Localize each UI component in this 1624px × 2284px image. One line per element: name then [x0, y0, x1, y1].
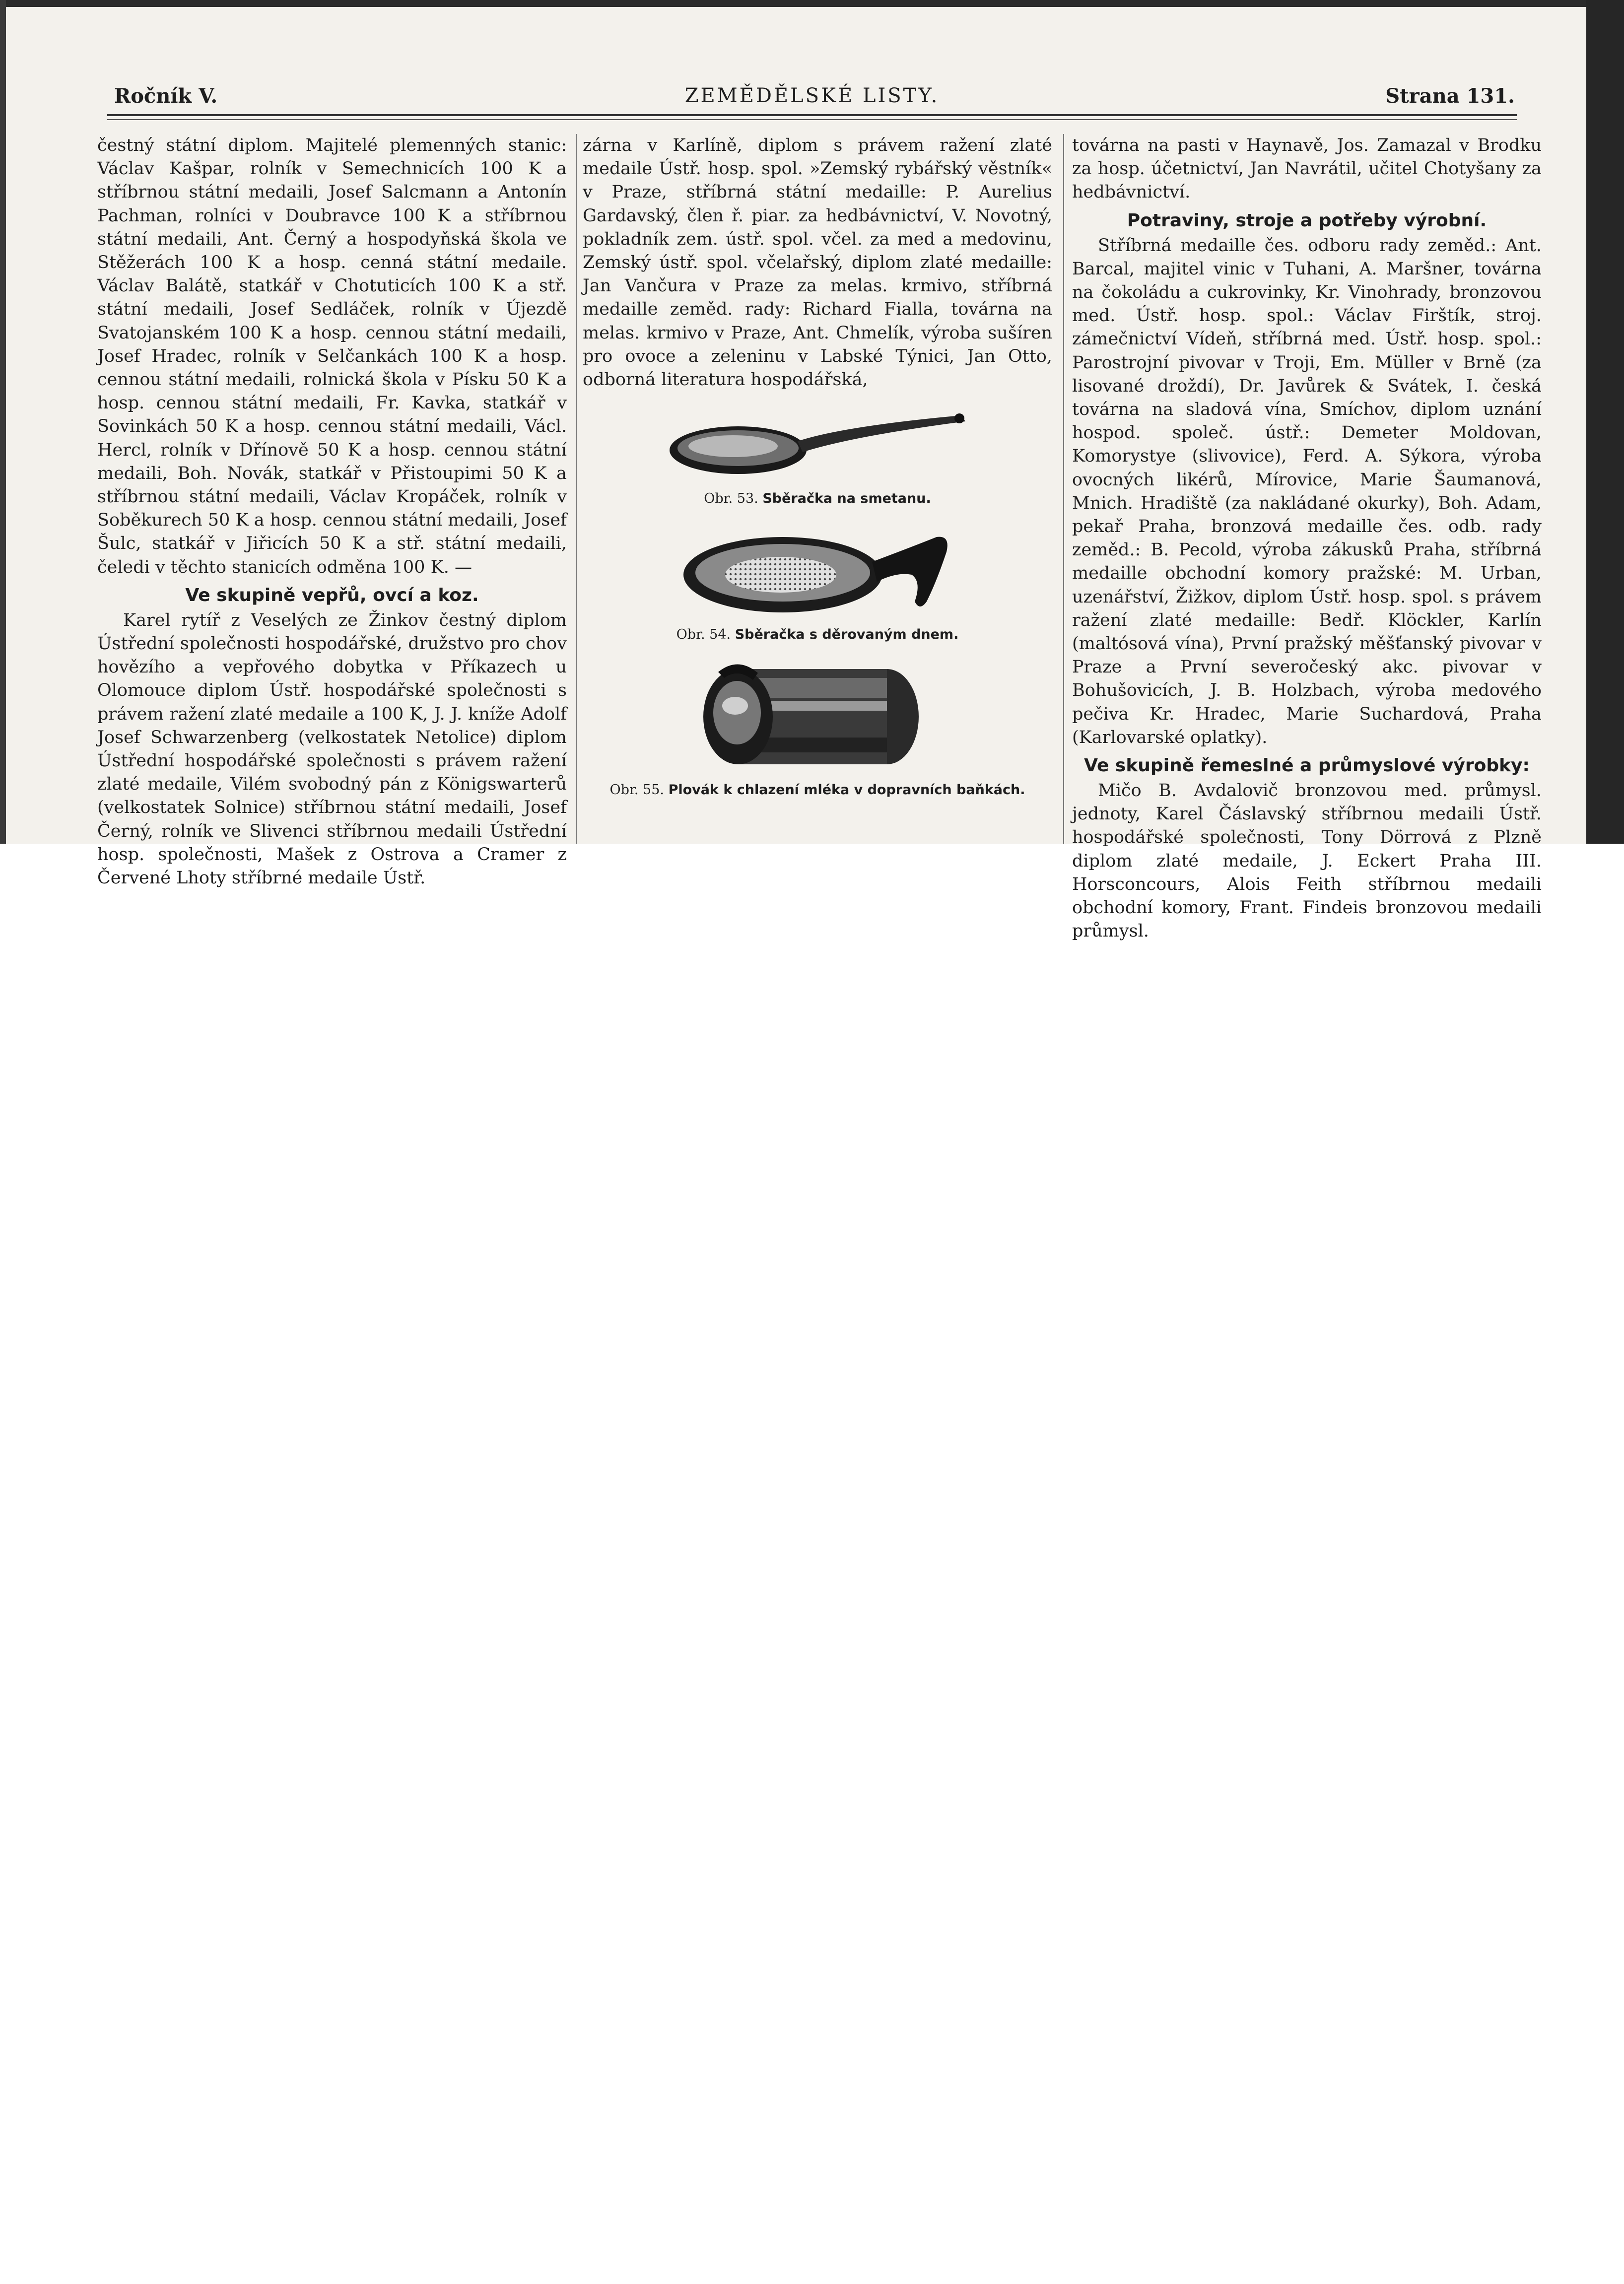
- figure-caption: [583, 782, 1052, 799]
- paragraph: Stříbrná medaille čes. odboru rady zeměd.: Ant. Barcal, majitel vinic v Tuhani, A. Maršner, továrna na čokoládu a cukrovinky, Kr. Vinohrady, bronzovou med. Ústř. hosp. spol.: Václav Firštík, stroj. zámečnictví Vídeň, stříbrná med. Ústř. hosp. spol.: Parostrojní pivovar v Troji, Em. Müller v Brně (za lisované droždí), Dr. Javůrek & Svátek, I. česká továrna na sladová vína, Smíchov, diplom uznání hospod. společ. ústř.: Demeter Moldovan, Komorystye (slivovice), Ferd. A. Sýkora, výroba ovocných likérů, Mírovice, Marie Šaumanová, Mnich. Hradiště (za nakládané okurky), Boh. Adam, pekař Praha, bronzová medaille čes. odb. rady zeměd.: B. Pecold, výroba zákusků Praha, stříbrná medaille obchodní komory pražské: M. Urban, uzenářství, Žižkov, diplom Ústř. hosp. spol. s právem ražení zlaté medaille: Bedř. Klöckler, Karlín (maltósová vína), První pražský měšťanský pivovar v Praze a První severočeský akc. pivovar v Bohušovicích, J. B. Holzbach, výroba medového pečiva Kr. Hradec, Marie Suchardová, Praha (Karlovarské oplatky).: [1072, 235, 1542, 747]
- section-heading: Potraviny, stroje a potřeby výrobní.: [1127, 210, 1487, 231]
- figure-caption: [583, 490, 1052, 507]
- column-divider: [1063, 134, 1064, 844]
- paragraph: Mičo B. Avdalovič bronzovou med. průmysl. jednoty, Karel Čáslavský stříbrnou medaili Ústř. hospodářské společnosti, Tony Dörrová z Plzně diplom zlaté medaile, J. Eckert Praha III. Horsconcours, Alois Feith stříbrnou medaili obchodní komory, Frant. Findeis bronzovou medaili průmysl.: [1072, 781, 1542, 941]
- figure-number: Obr. 53.: [704, 491, 758, 507]
- perforated-skimmer-illustration: [678, 527, 956, 616]
- figure-number: Obr. 55.: [609, 782, 664, 798]
- figure-55: [583, 658, 1052, 799]
- paragraph: Karel rytíř z Veselých ze Žinkov čestný diplom Ústřední společnosti hospodářské, družstvo pro chov hovězího a vepřového dobytka v Příkazech u Olomouce diplom Ústř. hospodářské společnosti s právem ražení zlaté medaile a 100 K, J. J. kníže Adolf Josef Schwarzenberg (velkostatek Netolice) diplom Ústřední hospodářské společnosti s právem ražení zlaté medaile, Vilém svobodný pán z Königswarterů (velkostatek Solnice) stříbrnou státní medaili, Josef Černý, rolník ve Slivenci stříbrnou medaili Ústřední hosp. společnosti, Mašek z Ostrova a Cramer z Červené Lhoty stříbrné medaile Ústř.: [97, 610, 567, 888]
- paragraph: čestný státní diplom. Majitelé plemenných stanic: Václav Kašpar, rolník v Semechnicích 100 K a stříbrnou státní medaili, Josef Salcmann a Antonín Pachman, rolníci v Doubravce 100 K a stříbrnou státní medaili, Ant. Černý a hospodyňská škola ve Stěžerách 100 K a hosp. cenná státní medaile. Václav Balátě, statkář v Chotuticích 100 K a stř. státní medaili, Josef Sedláček, rolník v Újezdě Svatojanském 100 K a hosp. cennou státní medaili, Josef Hradec, rolník v Selčankách 100 K a hosp. cennou státní medaili, rolnická škola v Písku 50 K a hosp. cennou státní medaili, Fr. Kavka, statkář v Sovinkách 50 K a hosp. cennou státní medaili, Václ. Hercl, rolník v Dřínově 50 K a hosp. cennou státní medaili, Boh. Novák, statkář v Přistoupimi 50 K a stříbrnou státní medaili, Václav Kropáček, rolník v Soběkurech 50 K a hosp. cennou státní medaili, Josef Šulc, statkář v Jiřicích 50 K a stř. státní medaili, čeledi v těchto stanicích odměna 100 K. —: [97, 135, 567, 577]
- journal-title: ZEMĚDĚLSKÉ LISTY.: [684, 84, 940, 107]
- figure-53: [583, 406, 1052, 507]
- column-divider: [576, 134, 577, 844]
- volume-label: Ročník V.: [114, 84, 218, 108]
- scan-left-edge: [0, 0, 6, 844]
- milk-cooling-float-illustration: [678, 658, 956, 772]
- figure-caption: [583, 626, 1052, 643]
- column-left: [97, 134, 567, 888]
- section-heading: Ve skupině vepřů, ovcí a koz.: [185, 585, 479, 605]
- paragraph: zárna v Karlíně, diplom s právem ražení zlaté medaile Ústř. hosp. spol. »Zemský rybářský věstník« v Praze, stříbrná státní medaille: P. Aurelius Gardavský, člen ř. piar. za hedbávnictví, V. Novotný, pokladník zem. ústř. spol. včel. za med a medovinu, Zemský ústř. spol. včelařský, diplom zlaté medaille: Jan Vančura v Praze za melas. krmivo, stříbrná medaille zeměd. rady: Richard Fialla, továrna na melas. krmivo v Praze, Ant. Chmelík, výroba sušíren pro ovoce a zeleninu v Labské Týnici, Jan Otto, odborná literatura hospodářská,: [583, 135, 1052, 390]
- scan-top-edge: [0, 0, 1624, 7]
- figure-title: Sběračka na smetanu.: [762, 491, 931, 507]
- scan-right-edge: [1586, 0, 1624, 844]
- page-number: Strana 131.: [1385, 84, 1515, 108]
- section-heading: Ve skupině řemeslné a průmyslové výrobky:: [1084, 755, 1530, 776]
- column-right: [1072, 134, 1542, 941]
- figure-number: Obr. 54.: [676, 626, 731, 642]
- ladle-illustration: [664, 406, 971, 481]
- paragraph: továrna na pasti v Haynavě, Jos. Zamazal v Brodku za hosp. účetnictví, Jan Navrátil, učitel Chotyšany za hedbávnictví.: [1072, 135, 1542, 202]
- figure-title: Sběračka s děrovaným dnem.: [735, 626, 959, 642]
- header-rule-thin: [107, 119, 1517, 120]
- running-header: [107, 79, 1517, 114]
- column-middle: [583, 134, 1052, 844]
- figure-title: Plovák k chlazení mléka v dopravních baňkách.: [668, 782, 1025, 798]
- header-rule: [107, 114, 1517, 116]
- figure-54: [583, 527, 1052, 643]
- blank-area: [0, 844, 1624, 2284]
